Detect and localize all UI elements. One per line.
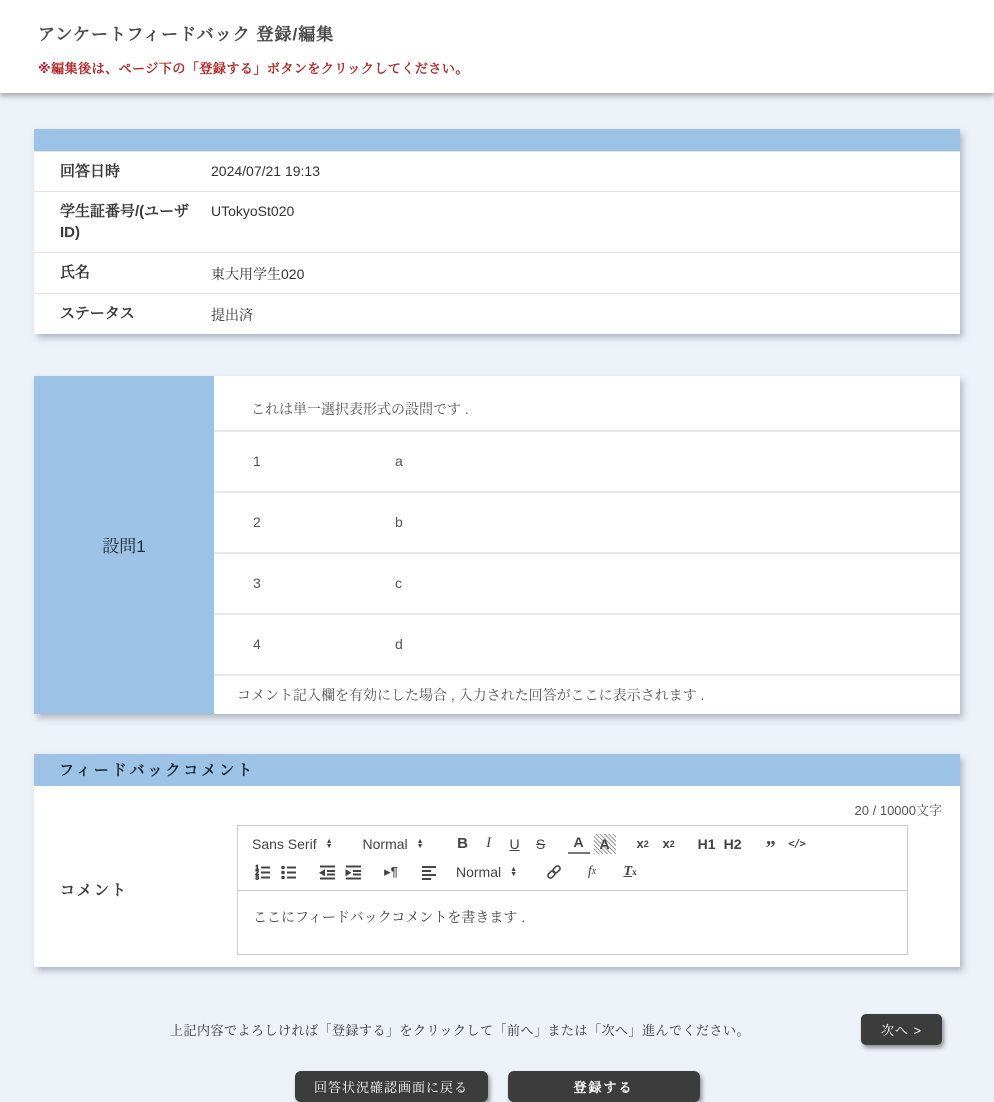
comment-input[interactable]: ここにフィードバックコメントを書きます . bbox=[253, 908, 526, 925]
toolbar-row-2 bbox=[252, 862, 893, 882]
status-label: ステータス bbox=[60, 304, 135, 322]
header1-icon[interactable]: H1 bbox=[697, 835, 716, 852]
size-select[interactable]: Normal ▲ ▼ bbox=[456, 863, 518, 880]
text-color-icon[interactable]: A bbox=[568, 834, 590, 854]
table-row bbox=[34, 252, 960, 293]
strikethrough-icon[interactable]: S bbox=[535, 835, 546, 852]
choice-number: 1 bbox=[253, 453, 261, 470]
link-icon[interactable] bbox=[543, 862, 565, 882]
choice-row bbox=[214, 493, 960, 554]
student-id-label: 学生証番号/(ユーザID) bbox=[60, 203, 190, 241]
question1-title: 設問1 bbox=[102, 537, 146, 557]
updown-arrows-icon: ▲ ▼ bbox=[416, 837, 424, 850]
comment-label: コメント bbox=[60, 882, 129, 900]
choice-label: c bbox=[395, 575, 402, 592]
question1-table bbox=[34, 376, 960, 714]
feedback-comment-section bbox=[34, 754, 960, 967]
choice-label: d bbox=[395, 636, 403, 653]
feedback-section-header bbox=[34, 754, 960, 786]
info-table-header-bar bbox=[34, 129, 960, 151]
superscript-icon[interactable]: x 2 bbox=[662, 836, 675, 852]
subscript-icon[interactable]: x 2 bbox=[636, 836, 649, 852]
clear-formatting-icon[interactable]: T x bbox=[623, 863, 637, 879]
updown-arrows-icon: ▲ ▼ bbox=[325, 837, 333, 850]
align-icon[interactable] bbox=[418, 862, 440, 882]
choice-label: a bbox=[395, 453, 403, 470]
formula-icon[interactable]: f x bbox=[587, 863, 597, 879]
answer-datetime-label: 回答日時 bbox=[60, 163, 121, 180]
font-select[interactable]: Sans Serif ▲ ▼ bbox=[252, 835, 333, 852]
answer-datetime-value: 2024/07/21 19:13 bbox=[211, 163, 320, 179]
name-label: 氏名 bbox=[60, 263, 91, 281]
choice-label: b bbox=[395, 514, 403, 531]
choice-row bbox=[214, 615, 960, 676]
footer-note-row bbox=[34, 1014, 960, 1046]
bullet-list-icon[interactable] bbox=[278, 862, 300, 882]
choice-row bbox=[214, 432, 960, 493]
page-title: アンケートフィードバック 登録/編集 bbox=[38, 25, 335, 44]
svg-text:2: 2 bbox=[255, 870, 259, 877]
table-row bbox=[34, 191, 960, 252]
code-block-icon[interactable]: </> bbox=[788, 837, 806, 851]
edit-note: ※編集後は、ページ下の「登録する」ボタンをクリックしてください。 bbox=[38, 61, 469, 76]
bottom-buttons-row bbox=[34, 1071, 960, 1102]
main-content bbox=[0, 93, 994, 1102]
header-select[interactable]: Normal ▲ ▼ bbox=[362, 835, 424, 852]
choice-row bbox=[214, 554, 960, 615]
svg-text:3: 3 bbox=[255, 875, 259, 881]
feedback-section-body bbox=[34, 786, 960, 967]
header2-icon[interactable]: H2 bbox=[723, 835, 742, 852]
svg-text:1: 1 bbox=[255, 865, 259, 872]
outdent-icon[interactable] bbox=[316, 862, 338, 882]
toolbar-row-1 bbox=[252, 834, 893, 859]
table-row bbox=[34, 151, 960, 191]
underline-icon[interactable]: U bbox=[509, 835, 520, 852]
italic-icon[interactable]: I bbox=[486, 835, 492, 852]
ordered-list-icon[interactable] bbox=[252, 862, 274, 882]
choice-number: 4 bbox=[253, 636, 261, 653]
choice-number: 3 bbox=[253, 575, 261, 592]
comment-row bbox=[34, 825, 960, 955]
choice-number: 2 bbox=[253, 514, 261, 531]
student-id-value: UTokyoSt020 bbox=[211, 203, 295, 220]
next-button[interactable]: 次へ > bbox=[861, 1014, 942, 1045]
updown-arrows-icon: ▲ ▼ bbox=[510, 865, 518, 878]
page-header bbox=[0, 0, 994, 93]
editor-toolbar bbox=[238, 826, 907, 891]
register-button[interactable]: 登録する bbox=[508, 1071, 700, 1102]
status-value: 提出済 bbox=[211, 306, 253, 323]
respondent-info-table bbox=[34, 129, 960, 334]
indent-icon[interactable] bbox=[342, 862, 364, 882]
blockquote-icon[interactable]: ” bbox=[765, 836, 776, 859]
feedback-section-title: フィードバックコメント bbox=[59, 762, 256, 780]
footer-instruction: 上記内容でよろしければ「登録する」をクリックして「前へ」または「次へ」進んでください。 bbox=[170, 1022, 750, 1038]
question1-comment-note: コメント記入欄を有効にした場合 , 入力された回答がここに表示されます . bbox=[237, 686, 705, 703]
back-to-status-button[interactable]: 回答状況確認画面に戻る bbox=[295, 1071, 488, 1102]
table-row bbox=[34, 293, 960, 334]
bold-icon[interactable]: B bbox=[457, 835, 469, 853]
rich-text-editor bbox=[237, 825, 908, 955]
background-color-icon[interactable]: A bbox=[594, 834, 616, 854]
text-direction-icon[interactable]: ▸¶ bbox=[384, 863, 398, 879]
question1-text: これは単一選択表形式の設問です . bbox=[214, 376, 960, 432]
question1-title-cell bbox=[34, 376, 214, 714]
question1-body bbox=[214, 376, 960, 714]
name-value: 東大用学生020 bbox=[211, 265, 305, 282]
char-counter: 20 / 10000文字 bbox=[854, 802, 942, 818]
